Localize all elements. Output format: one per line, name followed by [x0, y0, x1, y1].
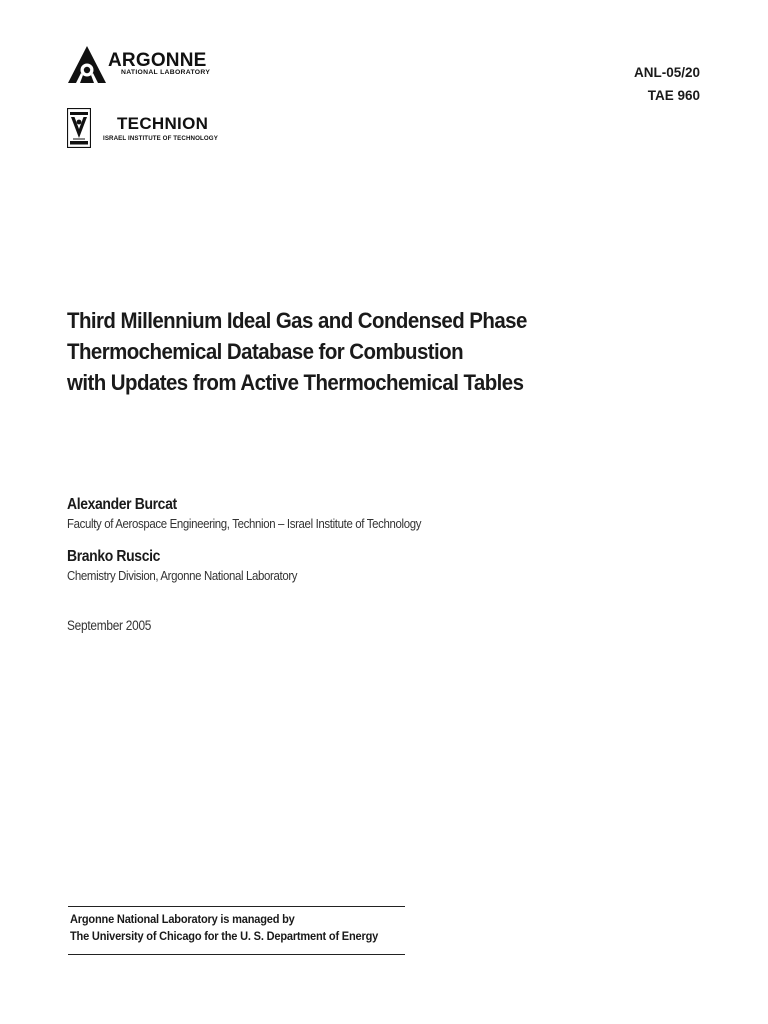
argonne-subtitle: NATIONAL LABORATORY	[121, 69, 211, 76]
footer-line-1: Argonne National Laboratory is managed by	[70, 914, 295, 926]
author-list	[67, 495, 707, 599]
argonne-name: ARGONNE	[108, 50, 207, 71]
technion-subtitle: ISRAEL INSTITUTE OF TECHNOLOGY	[103, 135, 218, 142]
author-affiliation: Chemistry Division, Argonne National Laboratory	[67, 568, 298, 583]
author-name: Alexander Burcat	[67, 496, 177, 513]
title-line-1: Third Millennium Ideal Gas and Condensed Phase	[67, 308, 527, 333]
report-secondary-number: TAE 960	[647, 88, 700, 103]
technion-name: TECHNION	[117, 114, 209, 133]
publication-date: September 2005	[67, 618, 152, 633]
technion-emblem-icon	[67, 108, 91, 148]
argonne-logo	[67, 44, 237, 88]
argonne-triangle-atom-icon	[67, 45, 107, 85]
footer-line-2: The University of Chicago for the U. S. Department of Energy	[70, 931, 379, 943]
footer-top-rule	[68, 906, 405, 907]
footer-note	[70, 912, 378, 946]
document-title	[67, 305, 662, 398]
technion-logo	[67, 106, 237, 150]
author-name: Branko Ruscic	[67, 548, 161, 565]
title-line-3: with Updates from Active Thermochemical Tables	[67, 370, 524, 395]
report-number: ANL-05/20	[633, 65, 700, 80]
footer-bottom-rule	[68, 954, 405, 955]
title-line-2: Thermochemical Database for Combustion	[67, 339, 464, 364]
author-affiliation: Faculty of Aerospace Engineering, Technion – Israel Institute of Technology	[67, 516, 422, 531]
report-codes	[634, 61, 700, 107]
